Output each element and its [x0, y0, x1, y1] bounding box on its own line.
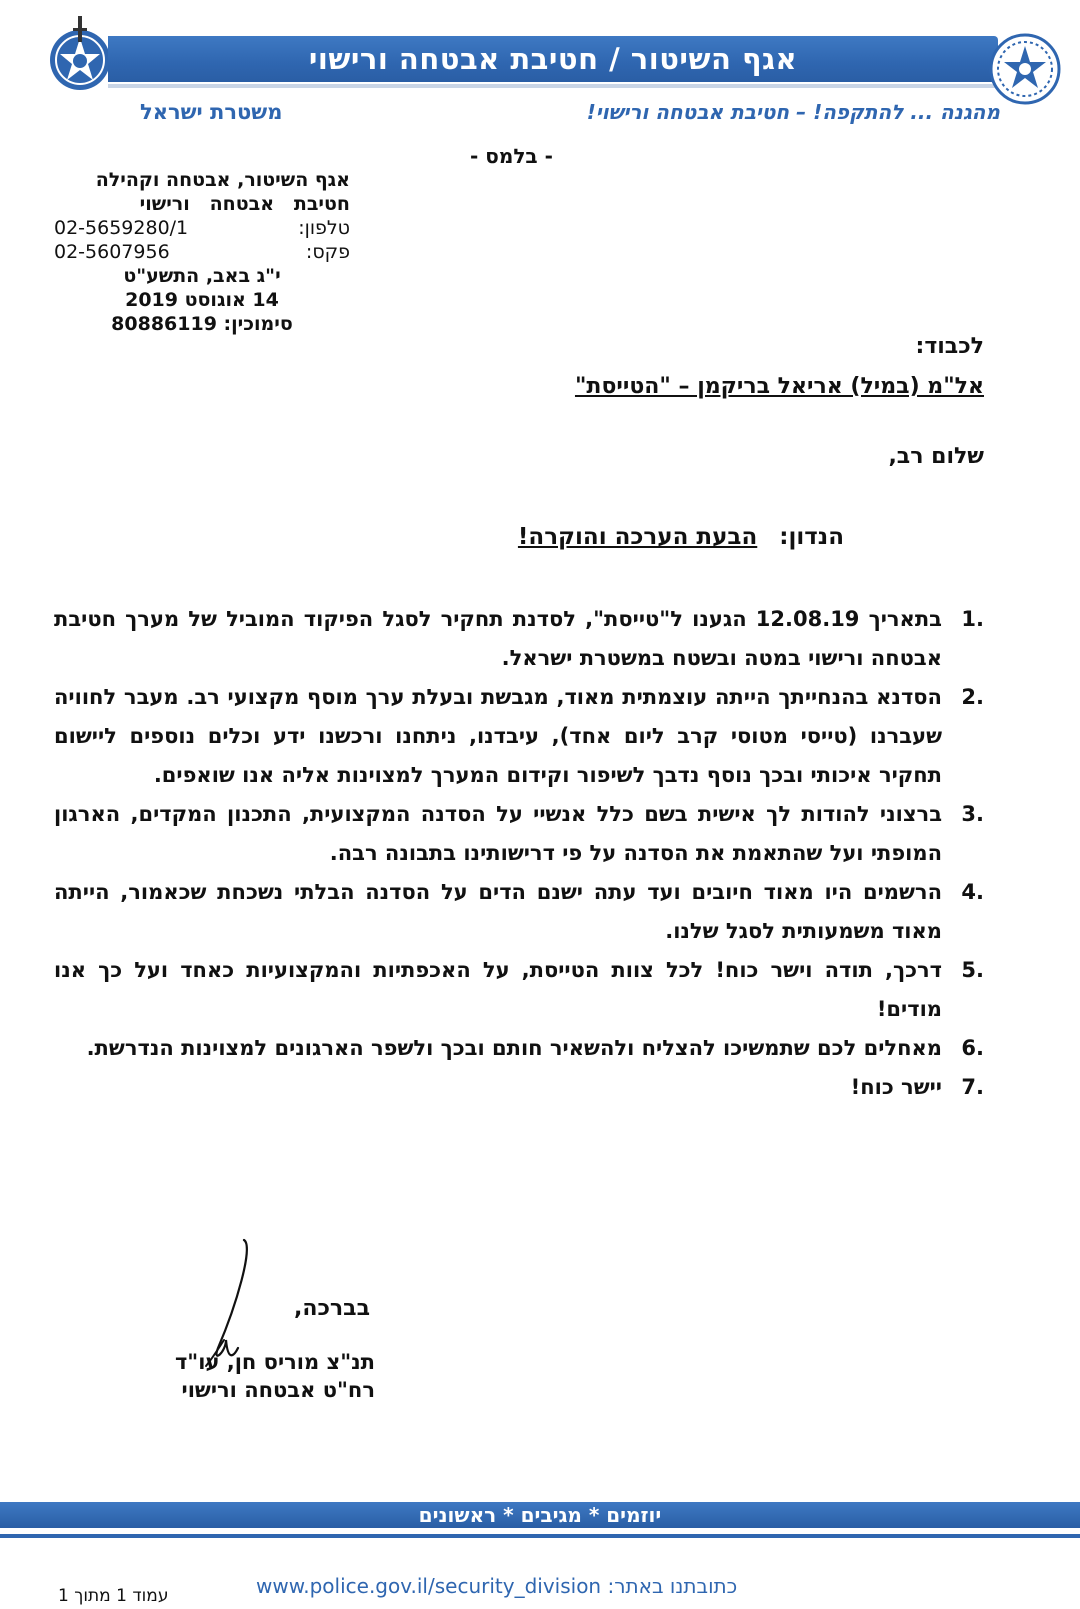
subject-label: הנדון:: [779, 524, 844, 550]
to-label: לכבוד:: [915, 334, 984, 359]
sender-block: [54, 168, 350, 336]
item-text: ברצוני להודות לך אישית בשם כלל אנשיי על הסדנה המקצועית, התכנון המקדים, הארגון המופתי ועל שהתאמת את הסדנה על פי דרישותינו בתבונה רבה.: [54, 802, 942, 865]
classification-label: - בלמס -: [470, 144, 553, 168]
greeting: שלום רב,: [888, 444, 984, 469]
police-emblem-left-icon: [40, 14, 118, 92]
gregorian-date: 14 אוגוסט 2019: [125, 289, 279, 311]
hebrew-date: י"ג באב, התשע"ט: [123, 265, 281, 287]
item-text: דרכך, תודה וישר כוח! לכל צוות הטייסת, על האכפתיות והמקצועיות כאחד ועל כך אנו מודים!: [54, 958, 942, 1021]
item-number: 5.: [961, 958, 984, 982]
page-number: עמוד 1 מתוך 1: [58, 1586, 169, 1606]
list-item: [54, 600, 984, 678]
sender-department: אגף השיטור, אבטחה וקהילה: [95, 169, 350, 191]
fax-value: 02-5607956: [54, 241, 170, 263]
item-number: 1.: [961, 607, 984, 631]
item-number: 4.: [961, 880, 984, 904]
list-item: [54, 1029, 984, 1068]
item-text: מאחלים לכם שתמשיכו להצליח ולהשאיר חותם ובכך ולשפר הארגונים למצוינות הנדרשת.: [86, 1036, 942, 1060]
item-text: הרשמים היו מאוד חיובים ועד עתה ישנם הדים על הסדנה הבלתי נשכחת שכאמור, הייתה מאוד משמעותית לסגל שלנו.: [54, 880, 942, 943]
fax-label: פקס:: [305, 241, 350, 263]
police-emblem-right-icon: [986, 30, 1064, 108]
footer-motto: יוזמים * מגיבים * ראשונים: [418, 1503, 662, 1527]
header-slogan: מהגנה ... להתקפה! – חטיבת אבטחה ורישוי!: [586, 100, 1000, 124]
item-number: 3.: [961, 802, 984, 826]
item-text: יישר כוח!: [850, 1075, 942, 1099]
organization-name: משטרת ישראל: [140, 100, 283, 124]
footer-website: כתובתנו באתר: www.police.gov.il/security_division: [256, 1574, 738, 1598]
list-item: [54, 795, 984, 873]
letter-body: [54, 600, 984, 1107]
item-text: הסדנא בהנחייתך הייתה עוצמתית מאוד, מגבשת ובעלת ערך מוסף מקצועי רב. מעבר לחוויה שעברנו (טייסי מטוסי קרב ליום אחד), עיבדנו, ניתחנו ורכשנו ידע וכלים נוספים ליישום תחקיר איכותי ובכך נוסף נדבך לשיפור וקידום המערך למצוינות אליה אנו שואפים.: [54, 685, 942, 787]
list-item: [54, 873, 984, 951]
item-text: בתאריך 12.08.19 הגענו ל"טייסת", לסדנת תחקיר לסגל הפיקוד המוביל של מערך חטיבת אבטחה ורישוי במטה ובשטח במשטרת ישראל.: [54, 607, 942, 670]
phone-label: טלפון:: [298, 217, 350, 239]
item-number: 6.: [961, 1036, 984, 1060]
phone-value: 02-5659280/1: [54, 217, 189, 239]
list-item: [54, 951, 984, 1029]
recipient: אל"מ (במיל) אריאל בריקמן – "הטייסת": [574, 374, 984, 399]
list-item: [54, 1068, 984, 1107]
sender-phone-row: [54, 216, 350, 240]
reference-number: סימוכין: 80886119: [111, 313, 293, 335]
item-number: 2.: [961, 685, 984, 709]
list-item: [54, 678, 984, 795]
footer-divider: [0, 1534, 1080, 1538]
sender-division: חטיבת אבטחה ורישוי: [139, 193, 350, 215]
subject-line: [518, 524, 844, 550]
header-divider: [108, 84, 998, 88]
subject-value: הבעת הערכה והוקרה!: [517, 524, 758, 550]
signer-name: תנ"צ מוריס חן, עו"ד: [174, 1350, 375, 1374]
sender-fax-row: [54, 240, 350, 264]
item-number: 7.: [961, 1075, 984, 1099]
header-title: אגף השיטור / חטיבת אבטחה ורישוי: [308, 42, 798, 76]
closing: בברכה,: [294, 1296, 371, 1321]
signer-role: רח"ט אבטחה ורישוי: [181, 1378, 375, 1402]
